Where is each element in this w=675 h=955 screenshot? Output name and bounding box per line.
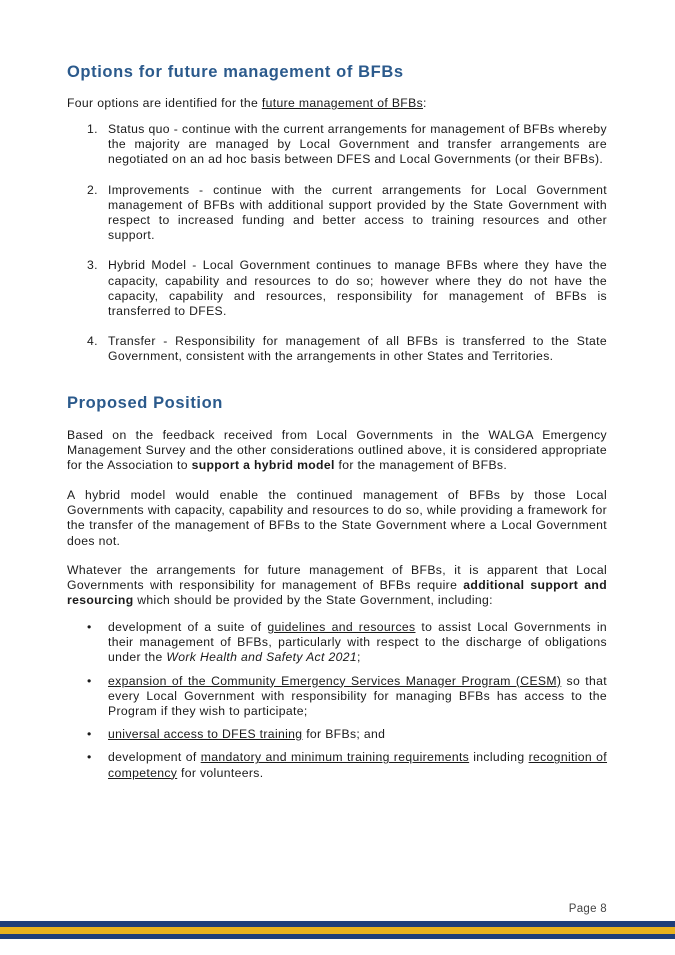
support-list: [67, 620, 607, 781]
guidelines-link[interactable]: guidelines and resources: [267, 620, 416, 634]
option-item: 4. Transfer - Responsibility for management of all BFBs is transferred to the State Government, consistent with the arrangements in other States and Territories.: [87, 334, 607, 364]
bullet-icon: •: [87, 673, 92, 688]
training-requirements-link[interactable]: mandatory and minimum training requirements: [200, 750, 470, 765]
cesm-link[interactable]: expansion of the Community Emergency Services Manager Program (CESM): [108, 673, 562, 688]
options-intro: Four options are identified for the future management of BFBs:: [67, 96, 427, 110]
list-item: • expansion of the Community Emergency Services Manager Program (CESM) so that every Local Government with responsibility for managing BFBs has access to the Program if they wish to participate;: [87, 673, 607, 719]
competency-link[interactable]: recognition of competency: [108, 750, 608, 780]
options-list: [67, 122, 607, 365]
bullet-icon: •: [87, 727, 92, 742]
proposed-paragraph-2: A hybrid model would enable the continued management of BFBs by those Local Governments with capacity, capability and resources to do so, while providing a framework for the transfer of the management of BFBs to the State Government where a Local Government does not.: [67, 488, 607, 548]
proposed-paragraph-1: Based on the feedback received from Local Governments in the WALGA Emergency Management Survey and the other considerations outlined above, it is considered appropriate for the Association to support a hybrid model for the management of BFBs.: [67, 428, 607, 473]
dfes-training-link[interactable]: universal access to DFES training: [108, 727, 303, 742]
option-item: 2. Improvements - continue with the current arrangements for Local Government management of BFBs with additional support provided by the State Government with respect to increased funding and better access to training resources and other support.: [87, 182, 607, 243]
footer-stripe-navy-2: [0, 934, 675, 939]
list-item: • universal access to DFES training for BFBs; and: [87, 727, 386, 742]
option-item: 1. Status quo - continue with the current arrangements for management of BFBs whereby the majority are managed by Local Government and transfer arrangements are negotiated on an ad hoc basis between DFES and Local Governments (or their BFBs).: [87, 122, 607, 167]
list-item: • development of a suite of guidelines and resources to assist Local Governments in their management of BFBs, particularly with respect to the discharge of obligations under the Work Health and Safety Act 2021;: [87, 620, 608, 665]
proposed-paragraph-3: Whatever the arrangements for future management of BFBs, it is apparent that Local Governments with responsibility for management of BFBs require additional support and resourcing which should be provided by the State Government, including:: [67, 563, 607, 608]
bullet-icon: •: [87, 620, 92, 634]
list-item: • development of mandatory and minimum training requirements including recognition of competency for volunteers.: [87, 750, 608, 780]
bullet-icon: •: [87, 750, 92, 765]
future-management-link[interactable]: future management of BFBs: [261, 96, 424, 110]
option-item: 3. Hybrid Model - Local Government continues to manage BFBs where they have the capacity, capability and resources to do so; however where they do not have the capacity, capability and resources, responsibility for management of BFBs is transferred to DFES.: [87, 258, 607, 319]
section-heading-proposed: Proposed Position: [67, 394, 223, 412]
section-heading-options: Options for future management of BFBs: [67, 63, 404, 81]
footer-stripe-gold: [0, 927, 675, 934]
page-number: Page 8: [568, 903, 607, 915]
